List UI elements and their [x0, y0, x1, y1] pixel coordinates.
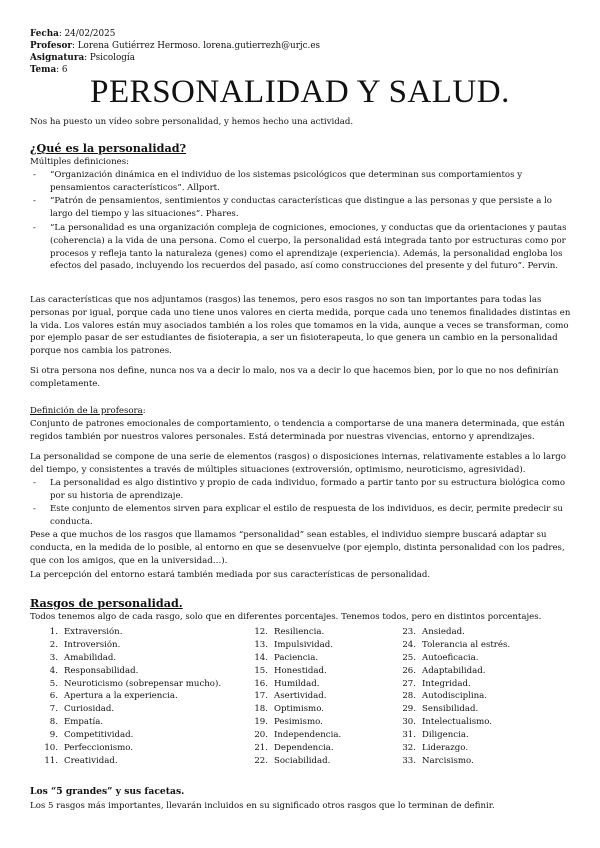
page-title: PERSONALIDAD Y SALUD.	[90, 74, 510, 110]
list-item-number: 14.	[254, 652, 268, 663]
section-heading-definicion: Definición de la profesora:	[30, 406, 146, 416]
list-item	[392, 626, 582, 639]
definitions-subheading: Múltiples definiciones:	[30, 157, 130, 167]
meta-asignatura: Asignatura: Psicología	[30, 53, 135, 63]
list-item-number: 2.	[49, 639, 58, 650]
list-item-label: Resiliencia.	[274, 627, 325, 637]
list-item	[34, 703, 254, 716]
list-item-label: Diligencia.	[422, 730, 469, 741]
list-item-label: Creatividad.	[64, 755, 118, 766]
list-item	[34, 626, 254, 639]
list-item-label: Independencia.	[274, 730, 342, 741]
section-heading-rasgos: Rasgos de personalidad.	[30, 596, 183, 610]
list-item-number: 32.	[402, 743, 416, 754]
list-item	[34, 678, 254, 691]
list-item	[244, 716, 384, 729]
list-item-number: 5.	[49, 678, 58, 689]
list-item	[392, 703, 582, 716]
list-item-label: Honestidad.	[274, 665, 327, 676]
document-metadata	[30, 28, 320, 76]
list-item-number: 12.	[254, 627, 268, 637]
list-item-label: Extraversión.	[64, 627, 123, 637]
paragraph: La personalidad se compone de una serie de elementos (rasgos) o disposiciones internas, relativamente estables a lo largo del tiempo, y consistentes a través de múltiples situaciones (extroversión, optimismo, neuroticismo, agresividad).	[30, 452, 566, 475]
list-item-number: 26.	[402, 665, 416, 676]
list-item-label: Liderazgo.	[422, 743, 469, 754]
list-item-label: Dependencia.	[274, 743, 334, 754]
list-item-label: Narcisismo.	[422, 755, 474, 766]
list-item: - “Organización dinámica en el individuo de los sistemas psicológicos que determinan sus comportamientos y pensamientos característicos”. Allport.	[33, 170, 523, 193]
list-item	[392, 678, 582, 691]
list-item-number: 10.	[44, 743, 58, 754]
list-item: - Este conjunto de elementos sirven para explicar el estilo de respuesta de los individuos, es decir, permite predecir su conducta.	[33, 504, 563, 527]
list-item	[392, 690, 582, 703]
list-item	[244, 639, 384, 652]
list-item	[392, 729, 582, 742]
meta-tema: Tema: 6	[30, 65, 68, 75]
traits-column-2	[244, 626, 384, 768]
list-item-number: 21.	[254, 743, 268, 754]
meta-fecha: Fecha: 24/02/2025	[30, 29, 116, 39]
list-item	[392, 652, 582, 665]
list-item	[34, 729, 254, 742]
list-item-number: 29.	[402, 704, 416, 715]
paragraph: La percepción del entorno estará también mediada por sus características de personalidad.	[30, 570, 431, 580]
list-item-label: Integridad.	[422, 678, 471, 689]
list-item-number: 18.	[254, 704, 268, 715]
list-item-number: 13.	[254, 639, 268, 650]
list-item-label: Autodisciplina.	[422, 691, 487, 702]
list-item-number: 27.	[402, 678, 416, 689]
meta-profesor: Profesor: Lorena Gutiérrez Hermoso. lorena.gutierrezh@urjc.es	[30, 41, 321, 51]
list-item	[392, 742, 582, 755]
paragraph: Pese a que muchos de los rasgos que llamamos “personalidad” sean estables, el individuo siempre buscará adaptar su conducta, en la medida de lo posible, al entorno en que se desenvuelve (por ejemplo, distinta personalidad con los padres, que con los amigos, que en la universidad…).	[30, 530, 565, 566]
list-item-number: 31.	[402, 730, 416, 741]
list-item: - “La personalidad es una organización compleja de cogniciones, emociones, y conductas que da orientaciones y pautas (coherencia) a la vida de una persona. Como el cuerpo, la personalidad está integrada tanto por estructuras como por procesos y refleja tanto la naturaleza (genes) como el aprendizaje (experiencia). Además, la personalidad engloba los efectos del pasado, incluyendo los recuerdos del pasado, así como construcciones del presente y del futuro”. Pervin.	[33, 223, 567, 272]
list-item	[244, 652, 384, 665]
list-item	[34, 716, 254, 729]
list-item-label: Humildad.	[274, 678, 320, 689]
list-item	[34, 690, 254, 703]
list-item-label: Asertividad.	[274, 691, 327, 702]
paragraph: Las características que nos adjuntamos (rasgos) las tenemos, pero esos rasgos no son tan importantes para todas las personas por igual, porque cada uno tiene unos valores en cierta medida, porque cada uno tenemos finalidades distintas en la vida. Los valores están muy asociados también a los roles que tomamos en la vida, aunque a veces se transforman, como por ejemplo pasar de ser estudiantes de fisioterapia, a ser un fisioterapeuta, lo que genera un cambio en la personalidad porque nos cambia los patrones.	[30, 295, 571, 357]
list-item: - “Patrón de pensamientos, sentimientos y conductas características que distingue a las personas y que persiste a lo largo del tiempo y las situaciones”. Phares.	[33, 196, 552, 219]
list-item	[244, 729, 384, 742]
list-item	[244, 626, 384, 639]
list-item-label: Intelectualismo.	[422, 717, 493, 728]
list-item-number: 9.	[49, 730, 58, 741]
list-item-label: Neuroticismo (sobrepensar mucho).	[64, 678, 222, 689]
list-item	[34, 665, 254, 678]
list-item-label: Empatía.	[64, 717, 104, 728]
list-item-label: Paciencia.	[274, 652, 319, 663]
list-item-number: 23.	[402, 627, 416, 637]
list-item	[244, 742, 384, 755]
list-item-number: 22.	[254, 755, 268, 766]
list-item-label: Pesimismo.	[274, 717, 323, 728]
list-item-label: Optimismo.	[274, 704, 324, 715]
list-item-number: 16.	[254, 678, 268, 689]
list-item-number: 33.	[402, 755, 416, 766]
list-item-number: 17.	[254, 691, 268, 702]
list-item	[34, 652, 254, 665]
traits-column-3	[392, 626, 582, 768]
list-item-label: Amabilidad.	[64, 652, 117, 663]
section-heading-cinco-grandes: Los “5 grandes” y sus facetas.	[30, 786, 185, 797]
list-item-label: Tolerancia al estrés.	[422, 639, 511, 650]
list-item-number: 6.	[49, 691, 58, 702]
paragraph: Si otra persona nos define, nunca nos va a decir lo malo, nos va a decir lo que hacemos bien, por lo que no nos definirían completamente.	[30, 366, 559, 389]
list-item	[34, 742, 254, 755]
list-item	[392, 755, 582, 768]
list-item-number: 15.	[254, 665, 268, 676]
list-item	[392, 716, 582, 729]
list-item-label: Introversión.	[64, 639, 121, 650]
list-item-label: Ansiedad.	[422, 627, 465, 637]
list-item-number: 19.	[254, 717, 268, 728]
list-item	[34, 755, 254, 768]
list-item	[244, 755, 384, 768]
list-item-label: Competitividad.	[64, 730, 134, 741]
list-item-number: 28.	[402, 691, 416, 702]
paragraph: Todos tenemos algo de cada rasgo, solo que en diferentes porcentajes. Tenemos todos, pero en distintos porcentajes.	[30, 612, 542, 622]
list-item-label: Curiosidad.	[64, 704, 115, 715]
list-item	[244, 678, 384, 691]
list-item	[244, 665, 384, 678]
list-item-label: Sociabilidad.	[274, 755, 331, 766]
list-item-label: Perfeccionismo.	[64, 743, 134, 754]
list-item-label: Adaptabilidad.	[422, 665, 486, 676]
list-item-label: Impulsividad.	[274, 639, 333, 650]
list-item	[244, 703, 384, 716]
list-item-label: Apertura a la experiencia.	[64, 691, 178, 702]
paragraph: Los 5 rasgos más importantes, llevarán incluidos en su significado otros rasgos que lo terminan de definir.	[30, 801, 495, 811]
list-item-number: 8.	[49, 717, 58, 728]
paragraph: Conjunto de patrones emocionales de comportamiento, o tendencia a comportarse de una manera determinada, que están regidos también por nuestros valores personales. Está determinada por nuestras vivencias, entorno y aprendizajes.	[30, 419, 565, 442]
list-item-label: Responsabilidad.	[64, 665, 139, 676]
list-item: - La personalidad es algo distintivo y propio de cada individuo, formado a partir tanto por su estructura biológica como por su historia de aprendizaje.	[33, 478, 566, 501]
list-item-number: 11.	[44, 755, 58, 766]
list-item-number: 25.	[402, 652, 416, 663]
list-item-number: 4.	[49, 665, 58, 676]
list-item-number: 20.	[254, 730, 268, 741]
section-heading-que-es: ¿Qué es la personalidad?	[30, 141, 187, 155]
list-item	[392, 639, 582, 652]
traits-column-1	[34, 626, 254, 768]
list-item	[34, 639, 254, 652]
list-item-number: 30.	[402, 717, 416, 728]
list-item-number: 24.	[402, 639, 416, 650]
intro-paragraph: Nos ha puesto un vídeo sobre personalidad, y hemos hecho una actividad.	[30, 117, 354, 127]
list-item-label: Sensibilidad.	[422, 704, 479, 715]
list-item-number: 1.	[49, 627, 58, 637]
list-item	[392, 665, 582, 678]
list-item-number: 3.	[49, 652, 58, 663]
list-item-number: 7.	[49, 704, 58, 715]
list-item	[244, 690, 384, 703]
list-item-label: Autoeficacia.	[422, 652, 479, 663]
